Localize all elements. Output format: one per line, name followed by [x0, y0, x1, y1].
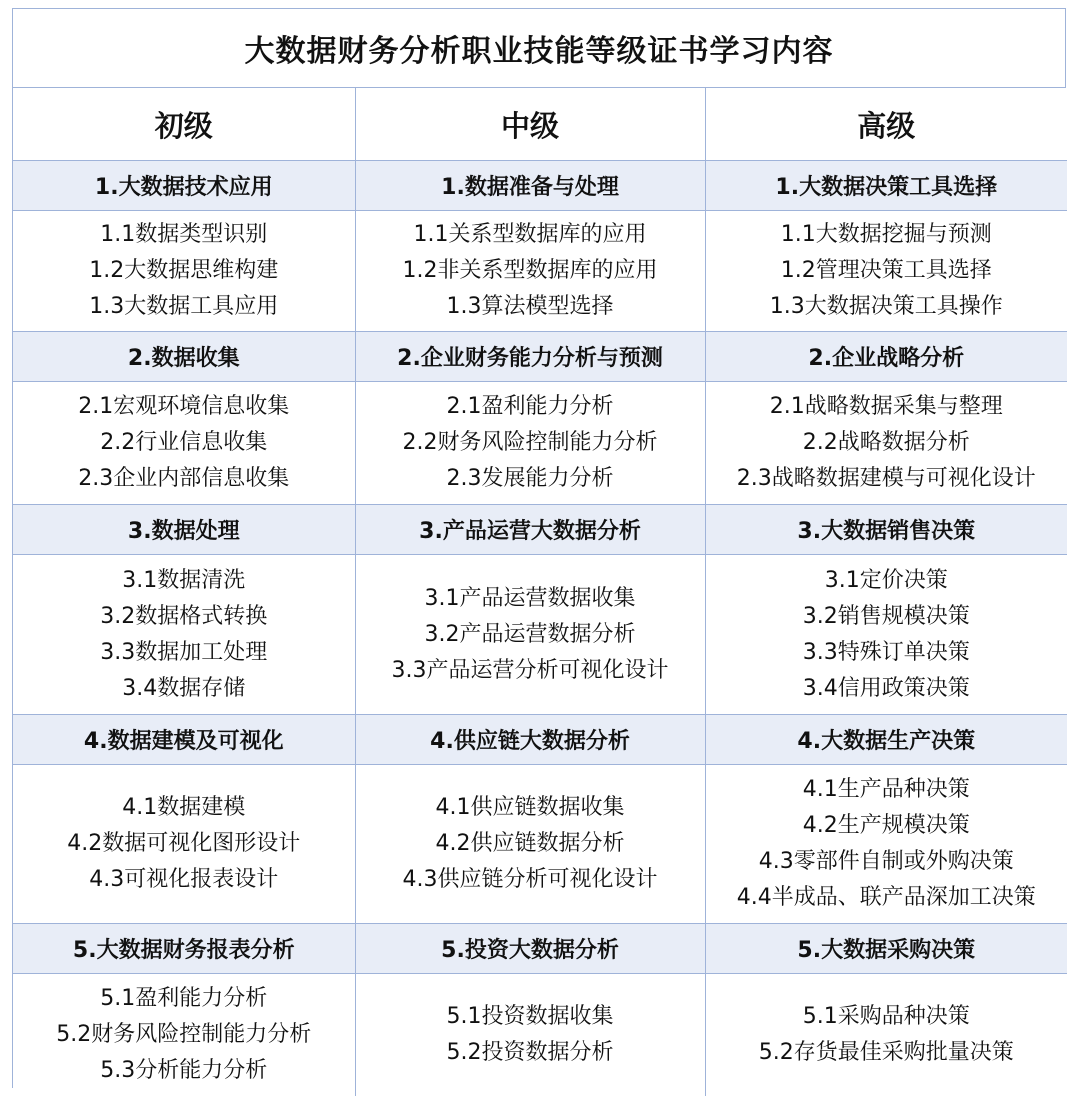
- section-items-cell: [705, 382, 1067, 505]
- section-header: 3.大数据销售决策: [705, 505, 1067, 555]
- list-item: 1.1数据类型识别: [100, 222, 268, 247]
- list-item: 1.3大数据决策工具操作: [769, 294, 1003, 319]
- section-items-cell: [705, 765, 1067, 924]
- section-items-cell: [705, 974, 1067, 1097]
- section-items-cell: [355, 555, 705, 715]
- section-items-cell: [355, 974, 705, 1097]
- level-header-row: [13, 88, 1067, 161]
- list-item: 1.2管理决策工具选择: [780, 258, 992, 283]
- list-item: 2.1盈利能力分析: [446, 394, 614, 419]
- list-item: 3.2数据格式转换: [100, 603, 268, 629]
- section-items-cell: [355, 211, 705, 332]
- list-item: 5.2存货最佳采购批量决策: [758, 1040, 1014, 1065]
- list-item: 4.4半成品、联产品深加工决策: [736, 885, 1036, 910]
- list-item: 4.3可视化报表设计: [89, 867, 279, 892]
- list-item: 4.3供应链分析可视化设计: [402, 867, 658, 892]
- section-items-row: [13, 555, 1067, 715]
- curriculum-table: [13, 88, 1067, 1096]
- list-item: 5.2财务风险控制能力分析: [56, 1022, 312, 1047]
- section-header: 2.数据收集: [13, 332, 355, 382]
- list-item: 3.3特殊订单决策: [802, 639, 970, 665]
- list-item: 2.2行业信息收集: [100, 430, 268, 455]
- section-header: 1.大数据决策工具选择: [705, 161, 1067, 211]
- section-header-row: [13, 161, 1067, 211]
- section-items-cell: [705, 555, 1067, 715]
- list-item: 1.1关系型数据库的应用: [413, 222, 647, 247]
- list-item: 3.4数据存储: [122, 675, 246, 701]
- section-items-row: [13, 382, 1067, 505]
- list-item: 5.1盈利能力分析: [100, 986, 268, 1011]
- list-item: 3.3数据加工处理: [100, 639, 268, 665]
- section-items-cell: [13, 765, 355, 924]
- section-items-row: [13, 974, 1067, 1097]
- section-items-cell: [13, 211, 355, 332]
- list-item: 5.1采购品种决策: [802, 1004, 970, 1029]
- section-items-row: [13, 765, 1067, 924]
- section-header-row: [13, 715, 1067, 765]
- section-header: 4.数据建模及可视化: [13, 715, 355, 765]
- list-item: 1.3算法模型选择: [446, 294, 614, 319]
- list-item: 4.1供应链数据收集: [435, 795, 625, 820]
- list-item: 2.1战略数据采集与整理: [769, 394, 1003, 419]
- list-item: 1.2大数据思维构建: [89, 258, 279, 283]
- list-item: 3.4信用政策决策: [802, 675, 970, 701]
- section-header: 3.数据处理: [13, 505, 355, 555]
- list-item: 2.3战略数据建模与可视化设计: [736, 466, 1036, 491]
- section-header-row: [13, 924, 1067, 974]
- list-item: 2.1宏观环境信息收集: [78, 394, 290, 419]
- level-header-senior: 高级: [705, 88, 1067, 161]
- section-header-row: [13, 505, 1067, 555]
- section-items-cell: [355, 382, 705, 505]
- section-header: 3.产品运营大数据分析: [355, 505, 705, 555]
- list-item: 3.1数据清洗: [122, 567, 246, 593]
- list-item: 3.3产品运营分析可视化设计: [391, 657, 669, 683]
- list-item: 3.1产品运营数据收集: [424, 585, 636, 611]
- level-header-intermediate: 中级: [355, 88, 705, 161]
- list-item: 1.3大数据工具应用: [89, 294, 279, 319]
- list-item: 5.3分析能力分析: [100, 1058, 268, 1083]
- page-title: 大数据财务分析职业技能等级证书学习内容: [13, 9, 1065, 88]
- section-items-cell: [13, 974, 355, 1097]
- section-header: 2.企业战略分析: [705, 332, 1067, 382]
- list-item: 5.2投资数据分析: [446, 1040, 614, 1065]
- section-items-cell: [13, 555, 355, 715]
- list-item: 1.1大数据挖掘与预测: [780, 222, 992, 247]
- list-item: 5.1投资数据收集: [446, 1004, 614, 1029]
- list-item: 2.3发展能力分析: [446, 466, 614, 491]
- list-item: 2.2财务风险控制能力分析: [402, 430, 658, 455]
- list-item: 4.1生产品种决策: [802, 777, 970, 802]
- section-items-cell: [355, 765, 705, 924]
- section-items-cell: [13, 382, 355, 505]
- list-item: 4.3零部件自制或外购决策: [758, 849, 1014, 874]
- level-header-junior: 初级: [13, 88, 355, 161]
- content-table-frame: [12, 8, 1066, 1088]
- section-header-row: [13, 332, 1067, 382]
- section-header: 4.大数据生产决策: [705, 715, 1067, 765]
- section-header: 1.数据准备与处理: [355, 161, 705, 211]
- section-header: 1.大数据技术应用: [13, 161, 355, 211]
- list-item: 3.1定价决策: [824, 567, 948, 593]
- list-item: 4.2供应链数据分析: [435, 831, 625, 856]
- section-header: 2.企业财务能力分析与预测: [355, 332, 705, 382]
- list-item: 3.2产品运营数据分析: [424, 621, 636, 647]
- list-item: 4.2生产规模决策: [802, 813, 970, 838]
- list-item: 2.3企业内部信息收集: [78, 466, 290, 491]
- list-item: 1.2非关系型数据库的应用: [402, 258, 658, 283]
- section-items-cell: [705, 211, 1067, 332]
- section-items-row: [13, 211, 1067, 332]
- section-header: 5.大数据采购决策: [705, 924, 1067, 974]
- section-header: 5.投资大数据分析: [355, 924, 705, 974]
- section-header: 5.大数据财务报表分析: [13, 924, 355, 974]
- list-item: 3.2销售规模决策: [802, 603, 970, 629]
- list-item: 4.1数据建模: [122, 795, 246, 820]
- section-header: 4.供应链大数据分析: [355, 715, 705, 765]
- list-item: 2.2战略数据分析: [802, 430, 970, 455]
- list-item: 4.2数据可视化图形设计: [67, 831, 301, 856]
